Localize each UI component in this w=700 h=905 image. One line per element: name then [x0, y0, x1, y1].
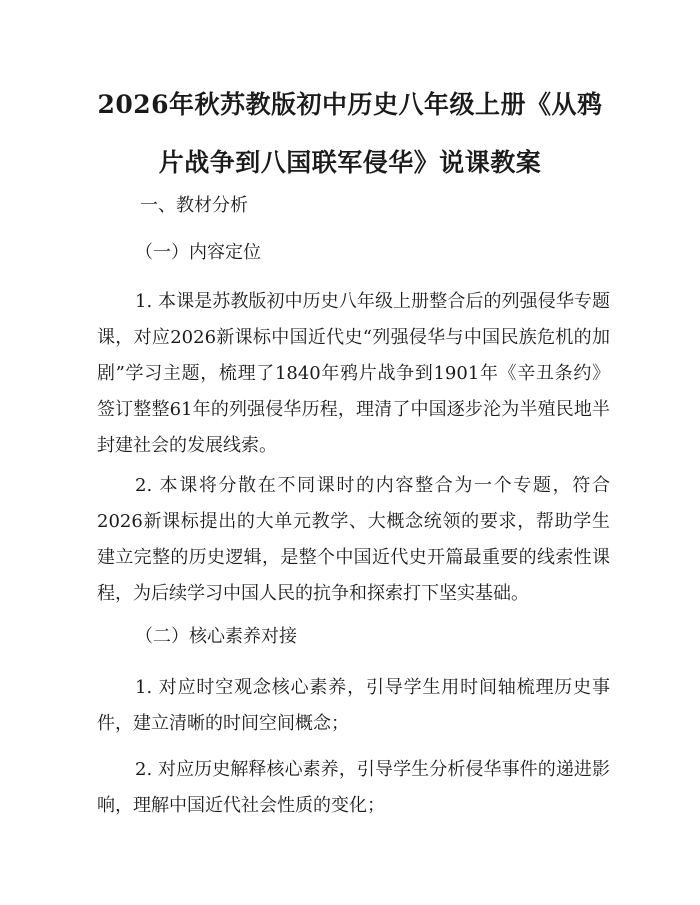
paragraph-content-2: 2. 本课将分散在不同课时的内容整合为一个专题，符合2026新课标提出的大单元教学、大概念统领的要求，帮助学生建立完整的历史逻辑，是整个中国近代史开篇最重要的线索性课程，为后续学习中国人民的抗争和探索打下坚实基础。 — [97, 475, 610, 604]
paragraph-literacy-1: 1. 对应时空观念核心素养，引导学生用时间轴梳理历史事件，建立清晰的时间空间概念； — [97, 677, 610, 734]
title-line-1: 2026年秋苏教版初中历史八年级上册《从鸦 — [97, 90, 603, 119]
paragraph-content-1: 1. 本课是苏教版初中历史八年级上册整合后的列强侵华专题课，对应2026新课标中国近代史“列强侵华与中国民族危机的加剧”学习主题，梳理了1840年鸦片战争到1901年《辛丑条约》签订整整61年的列强侵华历程，理清了中国逐步沦为半殖民地半封建社会的发展线索。 — [97, 291, 610, 456]
section-heading-textbook-analysis: 一、教材分析 — [140, 195, 248, 216]
document-title — [70, 76, 630, 192]
title-line-2: 片战争到八国联军侵华》说课教案 — [158, 148, 542, 177]
subsection-heading-core-literacy: （二）核心素养对接 — [135, 626, 297, 647]
paragraph-literacy-2: 2. 对应历史解释核心素养，引导学生分析侵华事件的递进影响，理解中国近代社会性质的变化； — [97, 759, 610, 816]
subsection-heading-content-positioning: （一）内容定位 — [135, 242, 261, 263]
